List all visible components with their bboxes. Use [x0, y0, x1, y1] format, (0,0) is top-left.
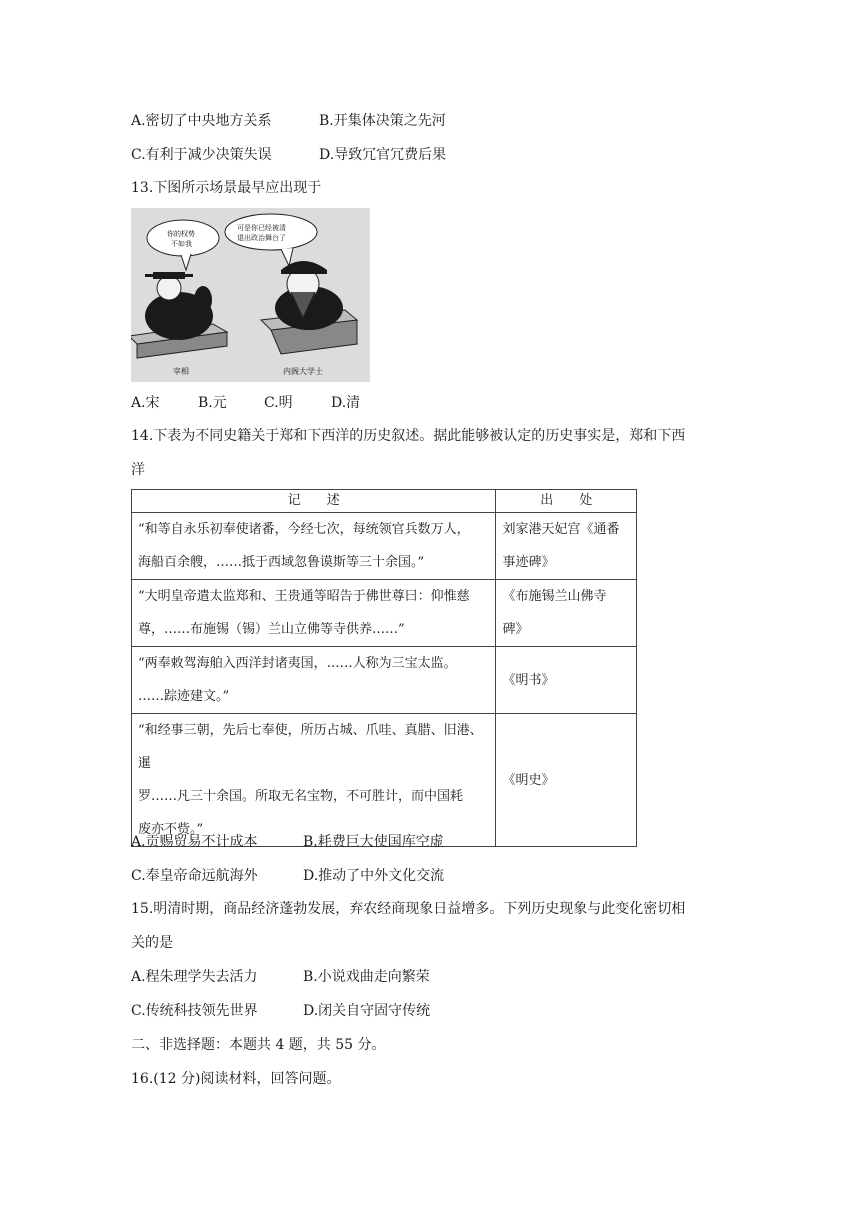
q12-option-d: D.导致冗官冗费后果: [319, 147, 447, 163]
q13-option-a: A.宋: [131, 395, 160, 411]
q15-option-b: B.小说戏曲走向繁荣: [303, 969, 430, 985]
table-row: [132, 714, 637, 847]
q14-option-c: C.奉皇帝命远航海外: [131, 868, 258, 884]
header-source: 出 处: [496, 490, 637, 513]
q15-stem-line2: 关的是: [131, 935, 173, 951]
source-cell: 《布施锡兰山佛寺 碑》: [496, 580, 637, 647]
q14-stem-line2: 洋: [131, 462, 145, 478]
table-row: [132, 580, 637, 647]
record-cell: “大明皇帝遣太监郑和、王贵通等昭告于佛世尊曰：仰惟慈 尊，……布施锡（锡）兰山立佛等寺供养……”: [132, 580, 496, 647]
table-header-row: [132, 490, 637, 513]
bubble-left-line2: 不如我: [171, 240, 192, 248]
q13-stem: 13.下图所示场景最早应出现于: [131, 180, 322, 196]
q15-option-d: D.闭关自守固守传统: [303, 1003, 431, 1019]
q15-stem-line1: 15.明清时期，商品经济蓬勃发展，弃农经商现象日益增多。下列历史现象与此变化密切相: [131, 901, 686, 917]
q12-option-b: B.开集体决策之先河: [319, 113, 446, 129]
q13-option-b: B.元: [198, 395, 227, 411]
q16-stem: 16.(12 分)阅读材料，回答问题。: [131, 1071, 341, 1087]
q14-stem-line1: 14.下表为不同史籍关于郑和下西洋的历史叙述。据此能够被认定的历史事实是，郑和下西: [131, 428, 686, 444]
q15-option-a: A.程朱理学失去活力: [131, 969, 258, 985]
q13-option-d: D.清: [331, 395, 361, 411]
cartoon-label-left: 宰相: [173, 367, 189, 376]
source-cell: 《明史》: [496, 714, 637, 847]
cartoon-image: [131, 208, 370, 382]
table-row: [132, 513, 637, 580]
cartoon-label-right: 内阁大学士: [283, 367, 323, 376]
table-row: [132, 647, 637, 714]
bubble-left-line1: 你的权势: [167, 230, 195, 238]
q14-option-d: D.推动了中外文化交流: [303, 868, 445, 884]
q12-option-c: C.有利于减少决策失误: [131, 147, 272, 163]
source-table: [131, 489, 637, 847]
q12-option-a: A.密切了中央地方关系: [131, 113, 272, 129]
header-record: 记 述: [132, 490, 496, 513]
q13-option-c: C.明: [264, 395, 293, 411]
q14-option-b: B.耗费巨大使国库空虚: [303, 834, 444, 850]
record-cell: “和经事三朝，先后七奉使，所历占城、爪哇、真腊、旧港、暹 罗……凡三十余国。所取无名宝物，不可胜计，而中国耗 废亦不赀。”: [132, 714, 496, 847]
record-cell: “和等自永乐初奉使诸番，今经七次，每统领官兵数万人， 海船百余艘，……抵于西域忽鲁谟斯等三十余国。”: [132, 513, 496, 580]
source-cell: 刘家港天妃宫《通番 事迹碑》: [496, 513, 637, 580]
bubble-right-line1: 可是你已经被清: [237, 224, 286, 232]
source-cell: 《明书》: [496, 647, 637, 714]
q15-option-c: C.传统科技领先世界: [131, 1003, 258, 1019]
bubble-right-line2: 退出政治舞台了: [237, 234, 286, 242]
q14-option-a: A.贡赐贸易不计成本: [131, 834, 258, 850]
record-cell: “两奉敕驾海舶入西洋封诸夷国，……人称为三宝太监。 ……踪迹建文。”: [132, 647, 496, 714]
section-heading: 二、非选择题：本题共 4 题，共 55 分。: [131, 1037, 386, 1053]
